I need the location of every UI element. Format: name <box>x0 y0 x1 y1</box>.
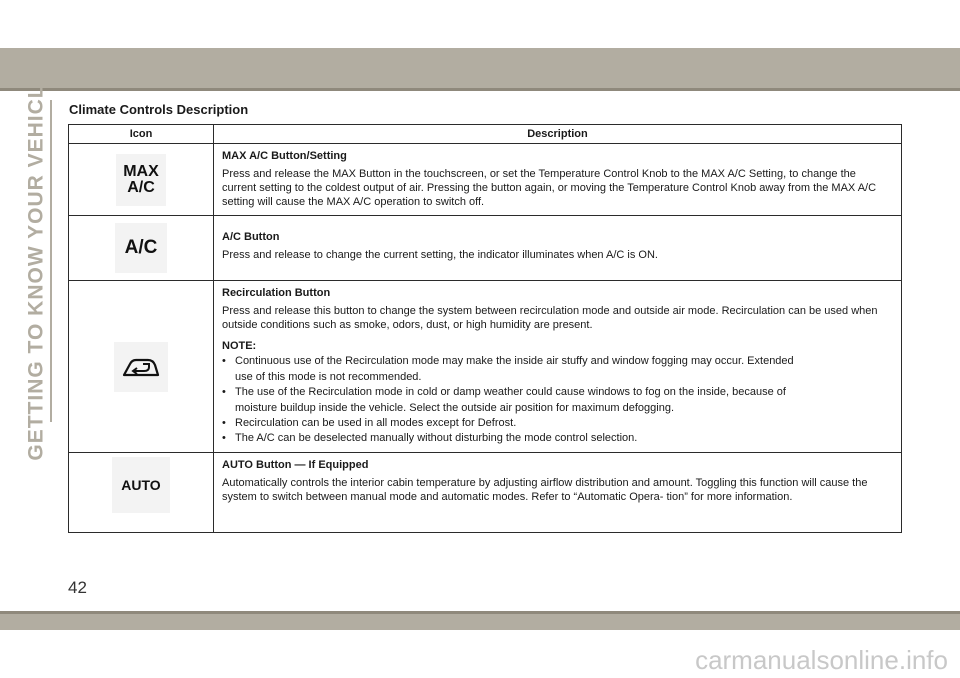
icon-cell <box>69 453 214 533</box>
table-row <box>69 144 902 216</box>
icon-cell <box>69 216 214 281</box>
recirculation-icon <box>114 342 168 392</box>
note-heading: NOTE: <box>222 340 257 352</box>
list-item <box>222 385 893 415</box>
bullet-text: The A/C can be deselected manually without disturbing the mode control selection. <box>235 432 638 444</box>
header-icon: Icon <box>69 125 214 144</box>
icon-cell <box>69 281 214 453</box>
description-cell <box>214 144 902 216</box>
top-band <box>0 48 960 88</box>
watermark: carmanualsonline.info <box>695 645 948 675</box>
row-body: Automatically controls the interior cabin temperature by adjusting airflow distribution and amount. Toggling this function will cause the system to switch between manual mode and automatic modes. Refer to “Automatic Opera- tion” for more information. <box>222 477 868 503</box>
bullet-continuation: moisture buildup inside the vehicle. Select the outside air position for maximum defogging. <box>235 402 675 414</box>
row-heading: Recirculation Button <box>222 287 331 299</box>
section-side-tab <box>20 69 54 461</box>
row-body: Press and release the MAX Button in the touchscreen, or set the Temperature Control Knob to the MAX A/C Setting, to change the current setting to the coldest output of air. Pressing the button again, or moving the Temperature Control Knob away from the MAX A/C setting will cause the MAX A/C operation to switch off. <box>222 168 877 208</box>
row-heading: AUTO Button — If Equipped <box>222 459 369 471</box>
bullet-text: Recirculation can be used in all modes except for Defrost. <box>235 417 517 429</box>
ac-icon-text: A/C <box>124 237 158 258</box>
top-rule <box>0 88 960 91</box>
description-cell <box>214 216 902 281</box>
max-ac-icon-line1: MAX <box>123 162 159 180</box>
description-cell <box>214 281 902 453</box>
row-heading: MAX A/C Button/Setting <box>222 150 347 162</box>
auto-icon-text: AUTO <box>121 477 161 493</box>
section-title: Climate Controls Description <box>69 102 249 117</box>
list-item <box>222 416 893 430</box>
list-item <box>222 431 893 445</box>
list-item <box>222 354 893 384</box>
max-ac-icon <box>116 154 166 206</box>
side-tab-rule <box>50 100 52 422</box>
description-cell <box>214 453 902 533</box>
side-tab-label: GETTING TO KNOW YOUR VEHICLE <box>25 69 48 461</box>
page-number: 42 <box>68 578 87 597</box>
header-description: Description <box>214 125 902 144</box>
table-row <box>69 453 902 533</box>
recirculation-icon-graphic <box>121 356 161 378</box>
note-list <box>222 354 893 445</box>
bottom-band <box>0 614 960 630</box>
bullet-continuation: use of this mode is not recommended. <box>235 371 422 383</box>
climate-controls-table <box>68 124 902 533</box>
table-row <box>69 216 902 281</box>
row-heading: A/C Button <box>222 231 280 243</box>
icon-cell <box>69 144 214 216</box>
auto-icon <box>112 457 170 513</box>
max-ac-icon-line2: A/C <box>127 178 155 196</box>
row-body: Press and release this button to change the system between recirculation mode and outside air mode. Recirculation can be used when outside conditions such as smoke, odors, dust, or high humidity are present. <box>222 305 878 331</box>
table-header-row <box>69 125 902 144</box>
bullet-text: The use of the Recirculation mode in cold or damp weather could cause windows to fog on the inside, because of <box>235 386 786 398</box>
row-body: Press and release to change the current setting, the indicator illuminates when A/C is ON. <box>222 249 658 261</box>
table-row <box>69 281 902 453</box>
ac-icon <box>115 223 167 273</box>
bullet-text: Continuous use of the Recirculation mode may make the inside air stuffy and window fogging may occur. Extended <box>235 355 794 367</box>
